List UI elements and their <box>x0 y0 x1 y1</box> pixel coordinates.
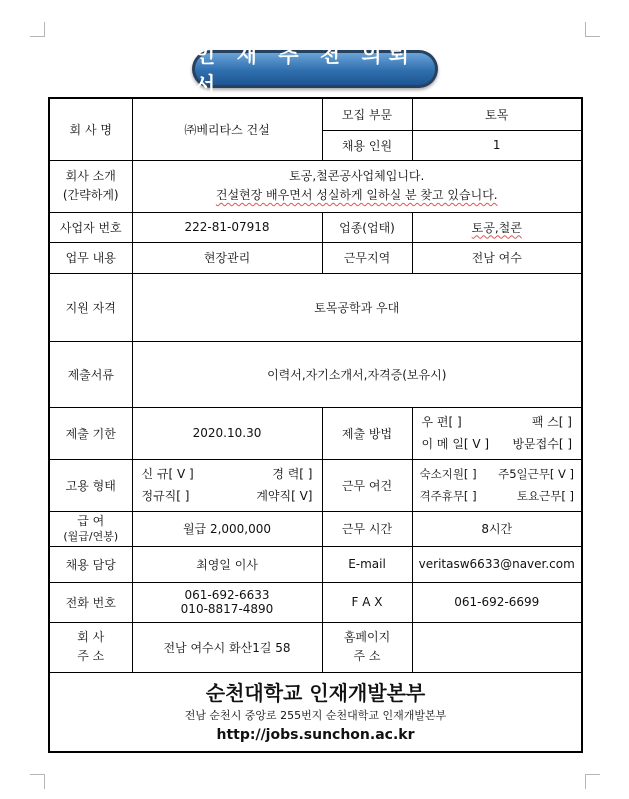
company-intro-label-line: (간략하게) <box>62 188 119 202</box>
phone-number: 061-692-6633 <box>184 588 270 602</box>
company-intro-line: 토공,철콘공사업체입니다. <box>289 169 425 183</box>
industry-text: 토공,철콘 <box>471 220 522 235</box>
submit-method-options <box>412 407 582 459</box>
duty-value: 현장관리 <box>132 242 322 273</box>
work-hours-value: 8시간 <box>412 511 582 546</box>
duty-label: 업무 내용 <box>49 242 132 273</box>
document-title: 인 재 추 천 의뢰서 <box>195 43 416 97</box>
company-intro-value <box>132 160 582 212</box>
homepage-label <box>322 622 412 672</box>
salary-label <box>49 511 132 546</box>
salary-label-line: 급 여 <box>77 513 105 528</box>
company-intro-label <box>49 160 132 212</box>
contact-person-value: 최영일 이사 <box>132 546 322 582</box>
deadline-value: 2020.10.30 <box>132 407 322 459</box>
documents-value: 이력서,자기소개서,자격증(보유시) <box>132 341 582 407</box>
phone-number: 010-8817-4890 <box>180 602 274 616</box>
employment-type-options <box>132 459 322 511</box>
work-conditions-label: 근무 여건 <box>322 459 412 511</box>
address-label <box>49 622 132 672</box>
submit-visit-option: 방문접수[ ] <box>512 437 572 451</box>
documents-label: 제출서류 <box>49 341 132 407</box>
condition-housing-option: 숙소지원[ ] <box>419 467 477 481</box>
recommendation-form <box>48 97 583 753</box>
employment-new-option: 신 규[ V ] <box>141 467 194 481</box>
phone-value <box>132 582 322 622</box>
qualification-value: 토목공학과 우대 <box>132 273 582 341</box>
page-corner-mark <box>30 22 45 37</box>
company-intro-line: 건설현장 배우면서 성실하게 일하실 분 찾고 있습니다. <box>215 188 498 202</box>
company-intro-label-line: 회사 소개 <box>65 169 116 183</box>
submit-mail-option: 우 편[ ] <box>421 415 462 429</box>
fax-value: 061-692-6699 <box>412 582 582 622</box>
work-conditions-options <box>412 459 582 511</box>
biz-number-label: 사업자 번호 <box>49 212 132 242</box>
employment-contract-option: 계약직[ V] <box>256 489 313 503</box>
submit-email-option: 이 메 일[ V ] <box>421 437 490 451</box>
address-label-line: 주 소 <box>77 649 105 663</box>
company-name-value: ㈜베리타스 건설 <box>132 98 322 160</box>
footer-block <box>49 672 582 752</box>
company-name-label: 회 사 명 <box>49 98 132 160</box>
contact-person-label: 채용 담당 <box>49 546 132 582</box>
qualification-label: 지원 자격 <box>49 273 132 341</box>
salary-value: 월급 2,000,000 <box>132 511 322 546</box>
hire-count-label: 채용 인원 <box>322 130 412 160</box>
page-corner-mark <box>585 774 600 789</box>
industry-value <box>412 212 582 242</box>
phone-label: 전화 번호 <box>49 582 132 622</box>
submit-fax-option: 팩 스[ ] <box>531 415 572 429</box>
industry-label: 업종(업태) <box>322 212 412 242</box>
recruit-dept-label: 모집 부문 <box>322 98 412 130</box>
hire-count-value: 1 <box>412 130 582 160</box>
footer-org: 순천대학교 인재개발본부 <box>205 680 426 705</box>
work-region-value: 전남 여수 <box>412 242 582 273</box>
condition-5day-option: 주5일근무[ V ] <box>498 467 574 481</box>
email-value: veritasw6633@naver.com <box>412 546 582 582</box>
submit-method-label: 제출 방법 <box>322 407 412 459</box>
address-value: 전남 여수시 화산1길 58 <box>132 622 322 672</box>
document-title-banner <box>192 43 438 97</box>
footer-url: http://jobs.sunchon.ac.kr <box>216 726 415 743</box>
employment-regular-option: 정규직[ ] <box>141 489 190 503</box>
biz-number-value: 222-81-07918 <box>132 212 322 242</box>
fax-label: F A X <box>322 582 412 622</box>
page-corner-mark <box>585 22 600 37</box>
employment-type-label: 고용 형태 <box>49 459 132 511</box>
homepage-label-line: 홈페이지 <box>343 630 391 644</box>
page-corner-mark <box>30 774 45 789</box>
homepage-label-line: 주 소 <box>353 649 381 663</box>
condition-biweekly-option: 격주휴무[ ] <box>419 489 477 503</box>
work-hours-label: 근무 시간 <box>322 511 412 546</box>
address-label-line: 회 사 <box>77 630 105 644</box>
footer-address: 전남 순천시 중앙로 255번지 순천대학교 인재개발본부 <box>184 708 447 722</box>
email-label: E-mail <box>322 546 412 582</box>
salary-label-sub: (월급/연봉) <box>63 529 119 543</box>
recruit-dept-value: 토목 <box>412 98 582 130</box>
homepage-value <box>412 622 582 672</box>
deadline-label: 제출 기한 <box>49 407 132 459</box>
condition-saturday-option: 토요근무[ ] <box>516 489 574 503</box>
employment-career-option: 경 력[ ] <box>272 467 313 481</box>
work-region-label: 근무지역 <box>322 242 412 273</box>
